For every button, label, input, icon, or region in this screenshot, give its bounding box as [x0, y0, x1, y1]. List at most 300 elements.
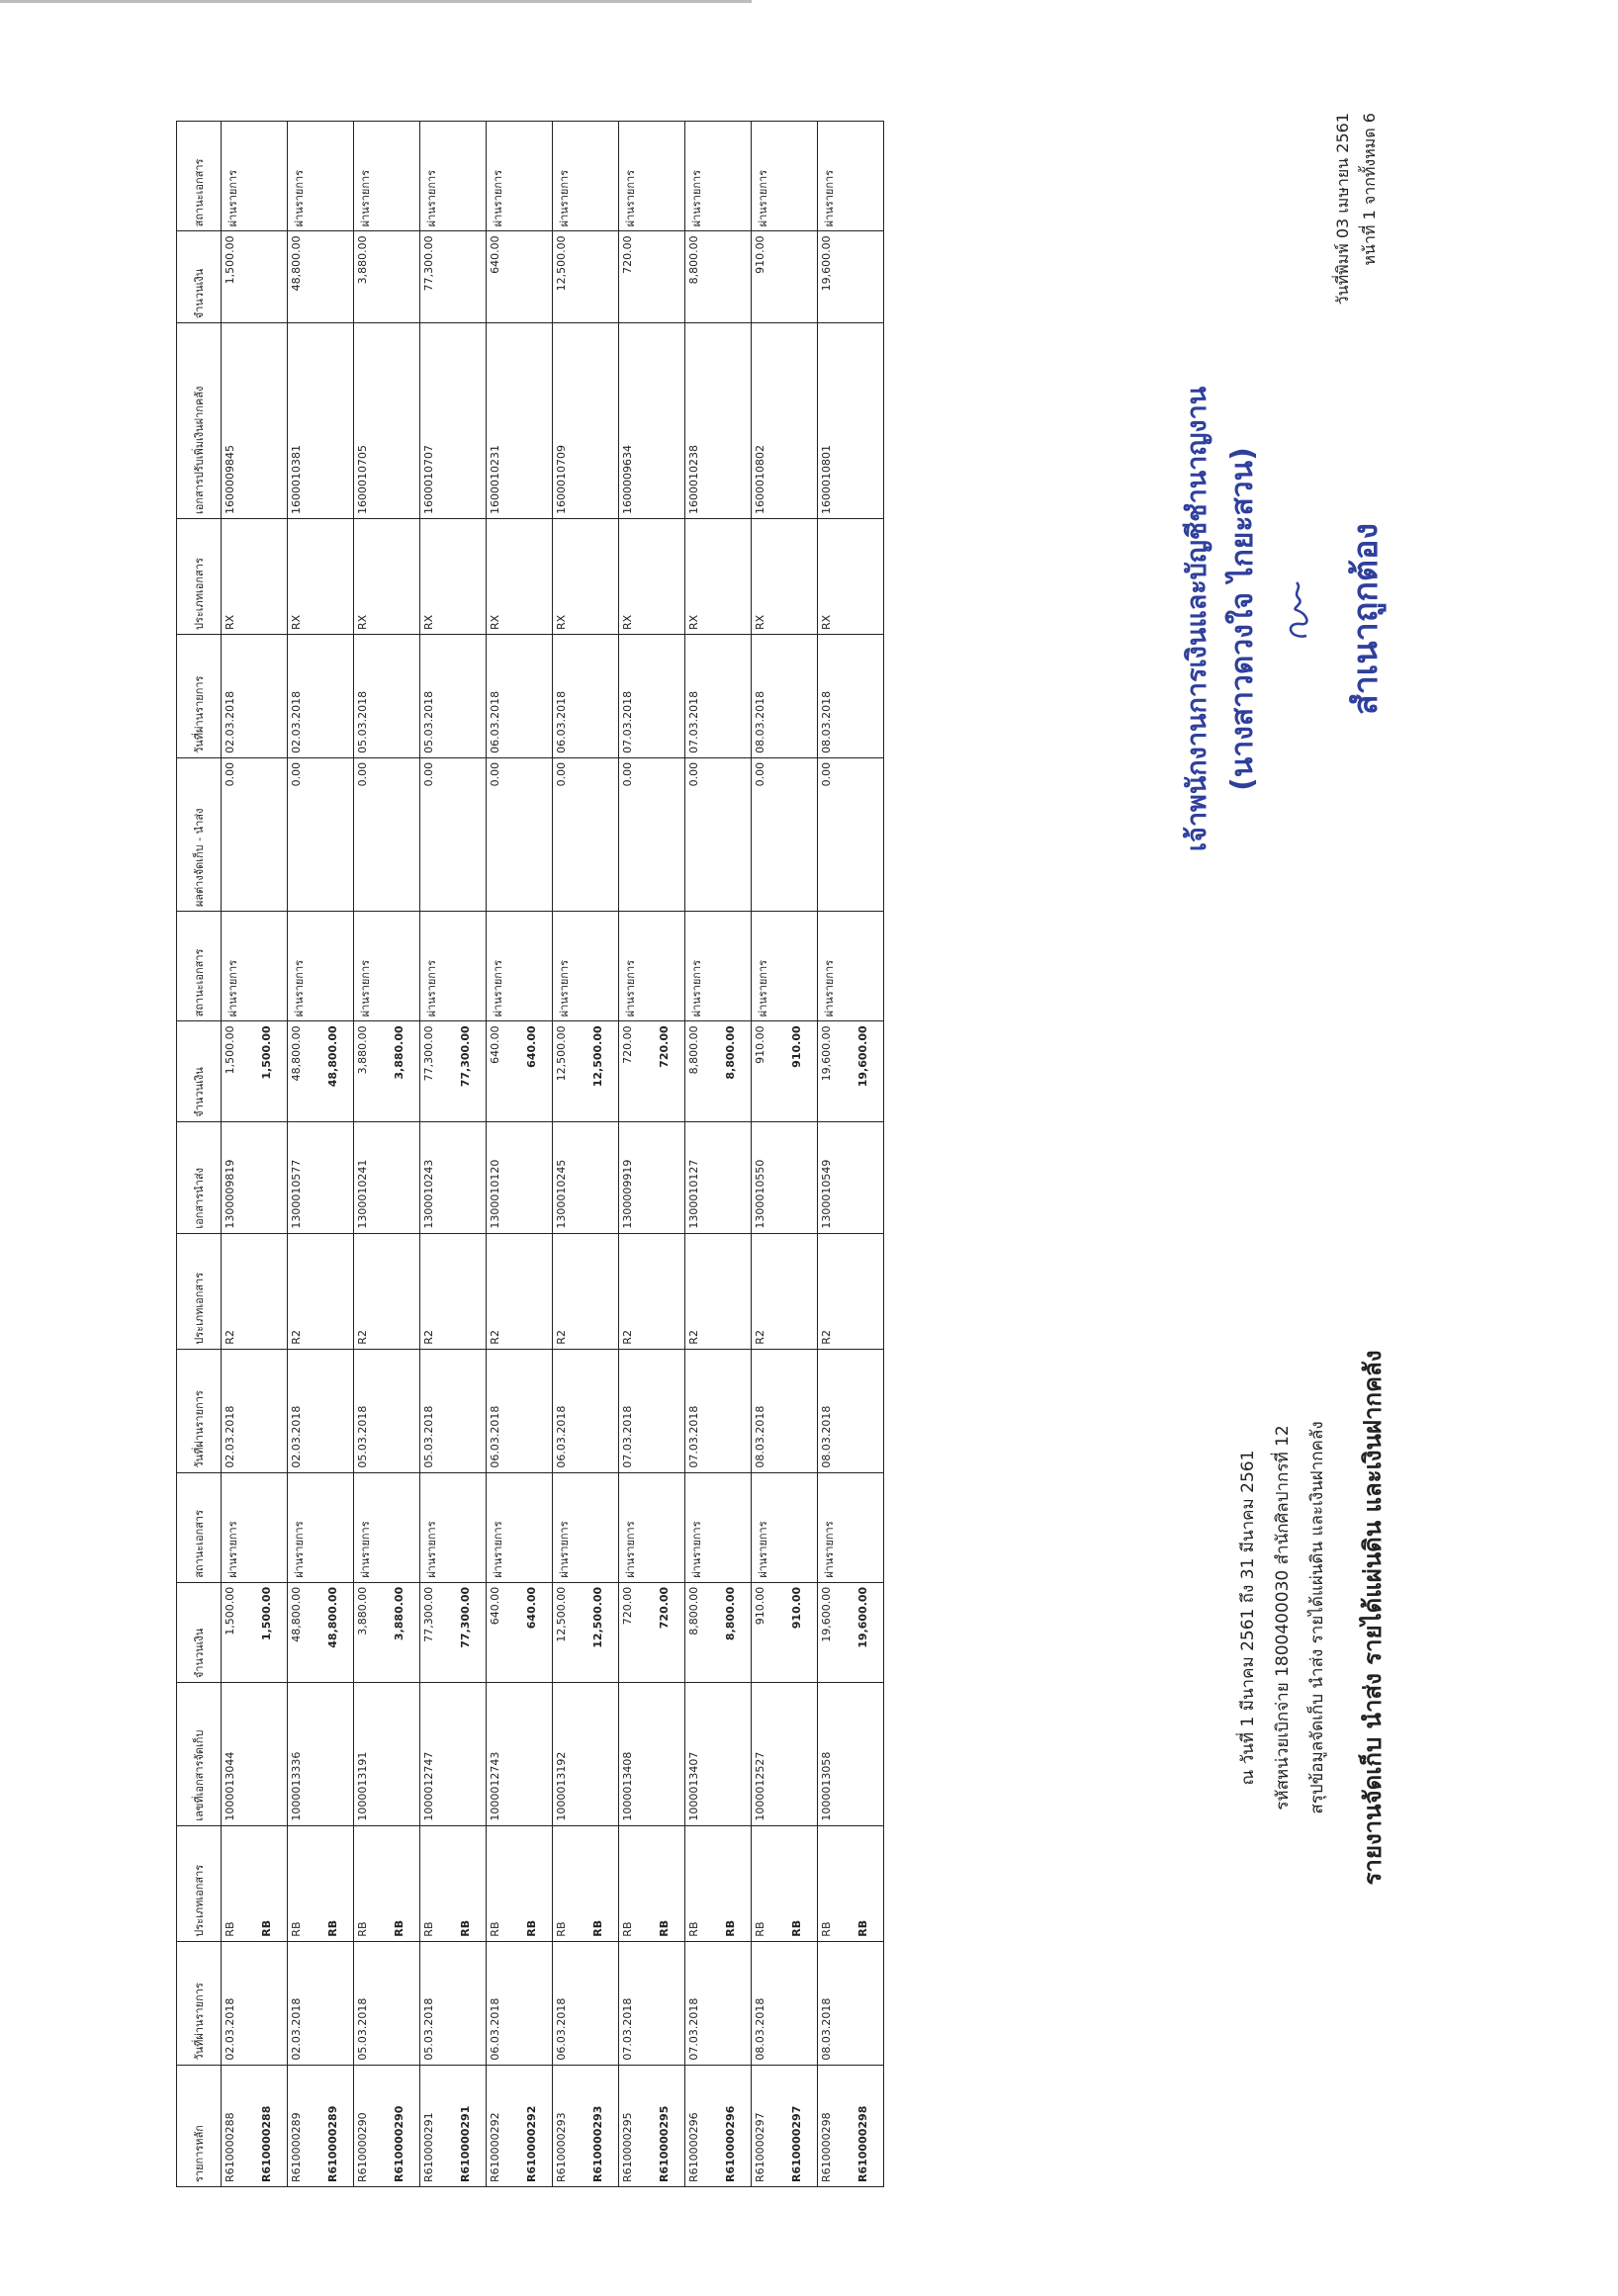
post-date-cell-value: 02.03.2018 [224, 690, 236, 753]
status-cell-value: ผ่านรายการ [690, 959, 703, 1017]
doc-type-cell-value: R2 [422, 1330, 435, 1345]
status-cell-value: ผ่านรายการ [823, 1521, 836, 1578]
doc-type-cell [818, 1825, 884, 1941]
doc-type-cell [354, 1825, 420, 1941]
amount-cell-value: 19,600.00 [820, 235, 833, 292]
post-date-cell-value: 06.03.2018 [489, 1405, 501, 1468]
difference-cell-value: 0.00 [754, 761, 766, 787]
amount-cell-value: 12,500.00 [555, 1586, 568, 1642]
doc-type-cell [222, 1825, 288, 1941]
status-cell [685, 122, 752, 231]
page-number: หน้าที่ 1 จากทั้งหมด 6 [1360, 113, 1379, 266]
post-date-cell-value: 07.03.2018 [687, 1997, 700, 2061]
amount-cell-value: 720.00 [621, 1025, 634, 1064]
status-cell [487, 1472, 553, 1582]
amount-cell [619, 1582, 685, 1682]
ref-cell [487, 2065, 553, 2186]
difference-cell [553, 757, 619, 911]
ref-cell-subtotal: R610000293 [591, 2105, 604, 2182]
amount-cell [818, 231, 884, 323]
post-date-cell [619, 635, 685, 758]
post-date-cell [818, 635, 884, 758]
status-cell-value: ผ่านรายการ [624, 959, 637, 1017]
status-cell [752, 912, 818, 1021]
amount-cell-subtotal: 720.00 [658, 1025, 671, 1068]
difference-cell-value: 0.00 [687, 761, 700, 787]
ref-cell-value: R610000292 [489, 2112, 501, 2182]
table-row [619, 122, 685, 2187]
doc-type-cell-value: RX [224, 614, 236, 631]
status-cell-value: ผ่านรายการ [425, 169, 438, 227]
doc-type-cell-value: RB [621, 1921, 634, 1937]
doc-type-cell-value: R2 [356, 1330, 369, 1345]
post-date-cell-value: 07.03.2018 [621, 690, 634, 753]
collect-doc-cell-value: 1000013336 [290, 1751, 303, 1821]
doc-type-cell [553, 518, 619, 634]
status-cell-value: ผ่านรายการ [359, 169, 372, 227]
amount-cell-value: 48,800.00 [290, 1025, 303, 1082]
status-cell [553, 912, 619, 1021]
status-cell-value: ผ่านรายการ [425, 1521, 438, 1578]
remit-doc-cell [752, 1121, 818, 1233]
table-row [752, 122, 818, 2187]
post-date-cell [222, 1941, 288, 2065]
post-date-cell-value: 08.03.2018 [820, 1405, 833, 1468]
remit-doc-cell-value: 1300010550 [754, 1159, 766, 1229]
deposit-doc-cell [288, 323, 354, 519]
ref-cell [553, 2065, 619, 2186]
collect-doc-cell-value: 1000012743 [489, 1751, 501, 1821]
post-date-cell [752, 1941, 818, 2065]
amount-cell-value: 640.00 [489, 1586, 501, 1626]
difference-cell [354, 757, 420, 911]
amount-cell [354, 1021, 420, 1121]
post-date-cell [619, 1349, 685, 1472]
collect-doc-cell [487, 1683, 553, 1825]
amount-cell [354, 1582, 420, 1682]
remit-doc-cell-value: 1300010243 [422, 1159, 435, 1229]
post-date-cell [685, 635, 752, 758]
column-header: เลขที่เอกสารจัดเก็บ [177, 1683, 222, 1825]
status-cell [420, 122, 487, 231]
doc-type-cell [222, 1233, 288, 1349]
doc-type-cell-value: RB [754, 1921, 766, 1937]
deposit-doc-cell [752, 323, 818, 519]
status-cell-value: ผ่านรายการ [293, 169, 306, 227]
report-unit: รหัสหน่วยเบิกจ่าย 1800400030 สำนักศิลปากรที่ 12 [1273, 1425, 1293, 1810]
doc-type-cell [354, 518, 420, 634]
amount-cell-subtotal: 910.00 [790, 1586, 803, 1630]
doc-type-cell-subtotal: RB [326, 1919, 339, 1937]
amount-cell [487, 1021, 553, 1121]
remit-doc-cell [685, 1121, 752, 1233]
doc-type-cell [487, 518, 553, 634]
deposit-doc-cell [354, 323, 420, 519]
table-row [354, 122, 420, 2187]
status-cell-value: ผ่านรายการ [359, 959, 372, 1017]
status-cell [818, 122, 884, 231]
column-header: จำนวนเงิน [177, 1582, 222, 1682]
doc-type-cell [222, 518, 288, 634]
deposit-doc-cell-value: 1600009845 [224, 444, 236, 514]
column-header: สถานะเอกสาร [177, 1472, 222, 1582]
amount-cell [553, 231, 619, 323]
ref-cell-subtotal: R610000291 [459, 2105, 472, 2182]
status-cell [222, 1472, 288, 1582]
column-header: สถานะเอกสาร [177, 122, 222, 231]
ref-cell [222, 2065, 288, 2186]
column-header: ประเภทเอกสาร [177, 518, 222, 634]
remit-doc-cell [487, 1121, 553, 1233]
amount-cell-value: 19,600.00 [820, 1025, 833, 1082]
doc-type-cell-value: R2 [621, 1330, 634, 1345]
ref-cell [420, 2065, 487, 2186]
remit-doc-cell [288, 1121, 354, 1233]
post-date-cell [420, 1941, 487, 2065]
amount-cell [420, 1582, 487, 1682]
table-body [222, 122, 884, 2187]
status-cell-value: ผ่านรายการ [293, 959, 306, 1017]
doc-type-cell [288, 1233, 354, 1349]
amount-cell-value: 910.00 [754, 235, 766, 274]
remit-doc-cell-value: 1300009819 [224, 1159, 236, 1229]
post-date-cell-value: 08.03.2018 [820, 690, 833, 753]
status-cell-value: ผ่านรายการ [492, 959, 504, 1017]
table-row [685, 122, 752, 2187]
post-date-cell [354, 1349, 420, 1472]
status-cell-value: ผ่านรายการ [226, 959, 239, 1017]
ref-cell-value: R610000288 [224, 2112, 236, 2182]
amount-cell [222, 1582, 288, 1682]
post-date-cell [752, 635, 818, 758]
status-cell-value: ผ่านรายการ [624, 169, 637, 227]
status-cell [818, 1472, 884, 1582]
amount-cell-subtotal: 19,600.00 [856, 1586, 869, 1648]
post-date-cell-value: 08.03.2018 [754, 1997, 766, 2061]
column-header: รายการหลัก [177, 2065, 222, 2186]
amount-cell [420, 1021, 487, 1121]
collect-doc-cell-value: 1000013407 [687, 1751, 700, 1821]
collect-doc-cell [553, 1683, 619, 1825]
post-date-cell-value: 05.03.2018 [422, 690, 435, 753]
status-cell [752, 122, 818, 231]
report-subtitle: สรุปข้อมูลจัดเก็บ นำส่ง รายได้แผ่นดิน และเงินฝากคลัง [1307, 1421, 1327, 1814]
post-date-cell-value: 06.03.2018 [555, 690, 568, 753]
collect-doc-cell [222, 1683, 288, 1825]
difference-cell-value: 0.00 [290, 761, 303, 787]
print-date: วันที่พิมพ์ 03 เมษายน 2561 [1333, 113, 1352, 306]
doc-type-cell-subtotal: RB [525, 1919, 538, 1937]
amount-cell [685, 231, 752, 323]
remit-doc-cell [222, 1121, 288, 1233]
status-cell [288, 1472, 354, 1582]
status-cell-value: ผ่านรายการ [558, 959, 571, 1017]
column-header: จำนวนเงิน [177, 231, 222, 323]
doc-type-cell-value: RB [224, 1921, 236, 1937]
column-header: เอกสารปรับเพิ่มเงินฝากคลัง [177, 323, 222, 519]
column-header: ประเภทเอกสาร [177, 1233, 222, 1349]
post-date-cell-value: 05.03.2018 [356, 690, 369, 753]
status-cell [619, 912, 685, 1021]
status-cell [288, 912, 354, 1021]
post-date-cell [420, 635, 487, 758]
status-cell-value: ผ่านรายการ [558, 1521, 571, 1578]
amount-cell [685, 1021, 752, 1121]
deposit-doc-cell [420, 323, 487, 519]
difference-cell-value: 0.00 [555, 761, 568, 787]
scan-edge-line [0, 0, 752, 3]
amount-cell [553, 1582, 619, 1682]
post-date-cell [288, 1349, 354, 1472]
post-date-cell-value: 07.03.2018 [687, 1405, 700, 1468]
post-date-cell-value: 02.03.2018 [290, 1405, 303, 1468]
doc-type-cell-value: RX [422, 614, 435, 631]
amount-cell-value: 3,880.00 [356, 1025, 369, 1075]
amount-cell-subtotal: 12,500.00 [591, 1586, 604, 1648]
status-cell [553, 1472, 619, 1582]
difference-cell [420, 757, 487, 911]
amount-cell [752, 1021, 818, 1121]
table-row [420, 122, 487, 2187]
difference-cell-value: 0.00 [422, 761, 435, 787]
post-date-cell [222, 635, 288, 758]
amount-cell [487, 1582, 553, 1682]
doc-type-cell [619, 1233, 685, 1349]
collect-doc-cell [354, 1683, 420, 1825]
amount-cell-subtotal: 48,800.00 [326, 1586, 339, 1648]
doc-type-cell [420, 1825, 487, 1941]
amount-cell-value: 12,500.00 [555, 1025, 568, 1082]
collect-doc-cell-value: 1000013058 [820, 1751, 833, 1821]
amount-cell-subtotal: 1,500.00 [260, 1025, 273, 1080]
doc-type-cell [685, 518, 752, 634]
post-date-cell [685, 1349, 752, 1472]
amount-cell-value: 3,880.00 [356, 235, 369, 285]
post-date-cell [553, 1941, 619, 2065]
collect-doc-cell [685, 1683, 752, 1825]
collect-doc-cell-value: 1000013192 [555, 1751, 568, 1821]
doc-type-cell [288, 1825, 354, 1941]
amount-cell-subtotal: 3,880.00 [393, 1586, 405, 1641]
ref-cell-value: R610000293 [555, 2112, 568, 2182]
status-cell-value: ผ่านรายการ [757, 959, 769, 1017]
status-cell-value: ผ่านรายการ [359, 1521, 372, 1578]
status-cell [222, 122, 288, 231]
table-row [818, 122, 884, 2187]
status-cell [288, 122, 354, 231]
doc-type-cell-value: RB [489, 1921, 501, 1937]
doc-type-cell-value: R2 [754, 1330, 766, 1345]
amount-cell [420, 231, 487, 323]
remit-doc-cell-value: 1300010127 [687, 1159, 700, 1229]
status-cell [619, 1472, 685, 1582]
amount-cell-subtotal: 910.00 [790, 1025, 803, 1068]
post-date-cell [420, 1349, 487, 1472]
amount-cell-subtotal: 720.00 [658, 1586, 671, 1630]
doc-type-cell [420, 518, 487, 634]
doc-type-cell-subtotal: RB [790, 1919, 803, 1937]
doc-type-cell [685, 1825, 752, 1941]
table-header-row [177, 122, 222, 2187]
doc-type-cell-value: RX [687, 614, 700, 631]
deposit-doc-cell [553, 323, 619, 519]
amount-cell [619, 231, 685, 323]
status-cell-value: ผ่านรายการ [690, 1521, 703, 1578]
ref-cell-value: R610000298 [820, 2112, 833, 2182]
deposit-doc-cell-value: 1600010802 [754, 444, 766, 514]
post-date-cell [222, 1349, 288, 1472]
doc-type-cell-value: R2 [489, 1330, 501, 1345]
difference-cell-value: 0.00 [820, 761, 833, 787]
post-date-cell [752, 1349, 818, 1472]
deposit-doc-cell-value: 1600010709 [555, 444, 568, 514]
report-period: ณ วันที่ 1 มีนาคม 2561 ถึง 31 มีนาคม 2561 [1238, 1450, 1258, 1786]
remit-doc-cell [354, 1121, 420, 1233]
amount-cell-value: 8,800.00 [687, 1025, 700, 1075]
collect-doc-cell-value: 1000012527 [754, 1751, 766, 1821]
amount-cell [685, 1582, 752, 1682]
difference-cell [222, 757, 288, 911]
doc-type-cell-value: RX [356, 614, 369, 631]
post-date-cell-value: 08.03.2018 [820, 1997, 833, 2061]
doc-type-cell [818, 518, 884, 634]
doc-type-cell-subtotal: RB [459, 1919, 472, 1937]
post-date-cell [553, 1349, 619, 1472]
doc-type-cell-value: RB [687, 1921, 700, 1937]
status-cell [354, 1472, 420, 1582]
column-header: วันที่ผ่านรายการ [177, 635, 222, 758]
remit-doc-cell [818, 1121, 884, 1233]
collect-doc-cell [752, 1683, 818, 1825]
ref-cell-value: R610000296 [687, 2112, 700, 2182]
doc-type-cell-value: R2 [555, 1330, 568, 1345]
doc-type-cell-value: RX [754, 614, 766, 631]
post-date-cell [354, 635, 420, 758]
deposit-doc-cell [487, 323, 553, 519]
post-date-cell [818, 1941, 884, 2065]
collect-doc-cell [420, 1683, 487, 1825]
post-date-cell [553, 635, 619, 758]
status-cell-value: ผ่านรายการ [823, 169, 836, 227]
status-cell-value: ผ่านรายการ [425, 959, 438, 1017]
amount-cell-value: 910.00 [754, 1586, 766, 1626]
remit-doc-cell-value: 1300010241 [356, 1159, 369, 1229]
doc-type-cell [619, 518, 685, 634]
collect-doc-cell-value: 1000012747 [422, 1751, 435, 1821]
column-header: จำนวนเงิน [177, 1021, 222, 1121]
doc-type-cell [752, 518, 818, 634]
doc-type-cell-subtotal: RB [724, 1919, 737, 1937]
amount-cell-value: 48,800.00 [290, 235, 303, 292]
post-date-cell-value: 06.03.2018 [489, 1997, 501, 2061]
doc-type-cell-value: R2 [224, 1330, 236, 1345]
collect-doc-cell-value: 1000013408 [621, 1751, 634, 1821]
amount-cell-value: 12,500.00 [555, 235, 568, 292]
ref-cell [288, 2065, 354, 2186]
signature-icon [1279, 574, 1318, 644]
doc-type-cell-subtotal: RB [393, 1919, 405, 1937]
status-cell [553, 122, 619, 231]
ref-cell-value: R610000297 [754, 2112, 766, 2182]
status-cell-value: ผ่านรายการ [624, 1521, 637, 1578]
amount-cell-subtotal: 77,300.00 [459, 1025, 472, 1088]
status-cell [354, 122, 420, 231]
post-date-cell-value: 02.03.2018 [224, 1405, 236, 1468]
deposit-doc-cell-value: 1600010231 [489, 444, 501, 514]
post-date-cell [487, 1349, 553, 1472]
remit-doc-cell [420, 1121, 487, 1233]
ref-cell-subtotal: R610000298 [856, 2105, 869, 2182]
table-row [288, 122, 354, 2187]
collect-doc-cell-value: 1000013044 [224, 1751, 236, 1821]
amount-cell-value: 720.00 [621, 235, 634, 274]
status-cell [685, 1472, 752, 1582]
status-cell-value: ผ่านรายการ [757, 169, 769, 227]
status-cell-value: ผ่านรายการ [226, 169, 239, 227]
report-title: รายงานจัดเก็บ นำส่ง รายได้แผ่นดิน และเงินฝากคลัง [1359, 1350, 1387, 1886]
amount-cell [818, 1021, 884, 1121]
table-row [487, 122, 553, 2187]
ref-cell-subtotal: R610000288 [260, 2105, 273, 2182]
remit-doc-cell [553, 1121, 619, 1233]
collect-doc-cell [818, 1683, 884, 1825]
column-header: เอกสารนำส่ง [177, 1121, 222, 1233]
amount-cell-value: 77,300.00 [422, 235, 435, 292]
doc-type-cell [818, 1233, 884, 1349]
amount-cell [818, 1582, 884, 1682]
remit-doc-cell-value: 1300010245 [555, 1159, 568, 1229]
post-date-cell-value: 06.03.2018 [555, 1405, 568, 1468]
remit-doc-cell-value: 1300009919 [621, 1159, 634, 1229]
ref-cell-subtotal: R610000295 [658, 2105, 671, 2182]
doc-type-cell [420, 1233, 487, 1349]
remit-doc-cell-value: 1300010120 [489, 1159, 501, 1229]
post-date-cell-value: 05.03.2018 [356, 1997, 369, 2061]
doc-type-cell [752, 1825, 818, 1941]
status-cell-value: ผ่านรายการ [492, 169, 504, 227]
doc-type-cell-value: RB [290, 1921, 303, 1937]
status-cell [487, 122, 553, 231]
amount-cell-subtotal: 12,500.00 [591, 1025, 604, 1088]
rotated-document-page [117, 85, 1501, 2211]
amount-cell-value: 1,500.00 [224, 1025, 236, 1075]
post-date-cell-value: 05.03.2018 [422, 1997, 435, 2061]
post-date-cell [288, 635, 354, 758]
status-cell-value: ผ่านรายการ [492, 1521, 504, 1578]
status-cell-value: ผ่านรายการ [293, 1521, 306, 1578]
table-row [222, 122, 288, 2187]
ref-cell-subtotal: R610000297 [790, 2105, 803, 2182]
amount-cell [354, 231, 420, 323]
doc-type-cell [354, 1233, 420, 1349]
status-cell [420, 912, 487, 1021]
doc-type-cell-subtotal: RB [658, 1919, 671, 1937]
difference-cell [685, 757, 752, 911]
amount-cell-value: 48,800.00 [290, 1586, 303, 1642]
amount-cell-value: 1,500.00 [224, 1586, 236, 1635]
amount-cell-value: 3,880.00 [356, 1586, 369, 1635]
amount-cell-subtotal: 640.00 [525, 1586, 538, 1630]
post-date-cell [288, 1941, 354, 2065]
doc-type-cell-value: RB [356, 1921, 369, 1937]
signer-name: (นางสาวดวงใจ ไกยะสวน) [1225, 447, 1260, 791]
amount-cell-value: 77,300.00 [422, 1025, 435, 1082]
difference-cell-value: 0.00 [224, 761, 236, 787]
post-date-cell-value: 02.03.2018 [290, 690, 303, 753]
post-date-cell [619, 1941, 685, 2065]
amount-cell-value: 77,300.00 [422, 1586, 435, 1642]
difference-cell [818, 757, 884, 911]
